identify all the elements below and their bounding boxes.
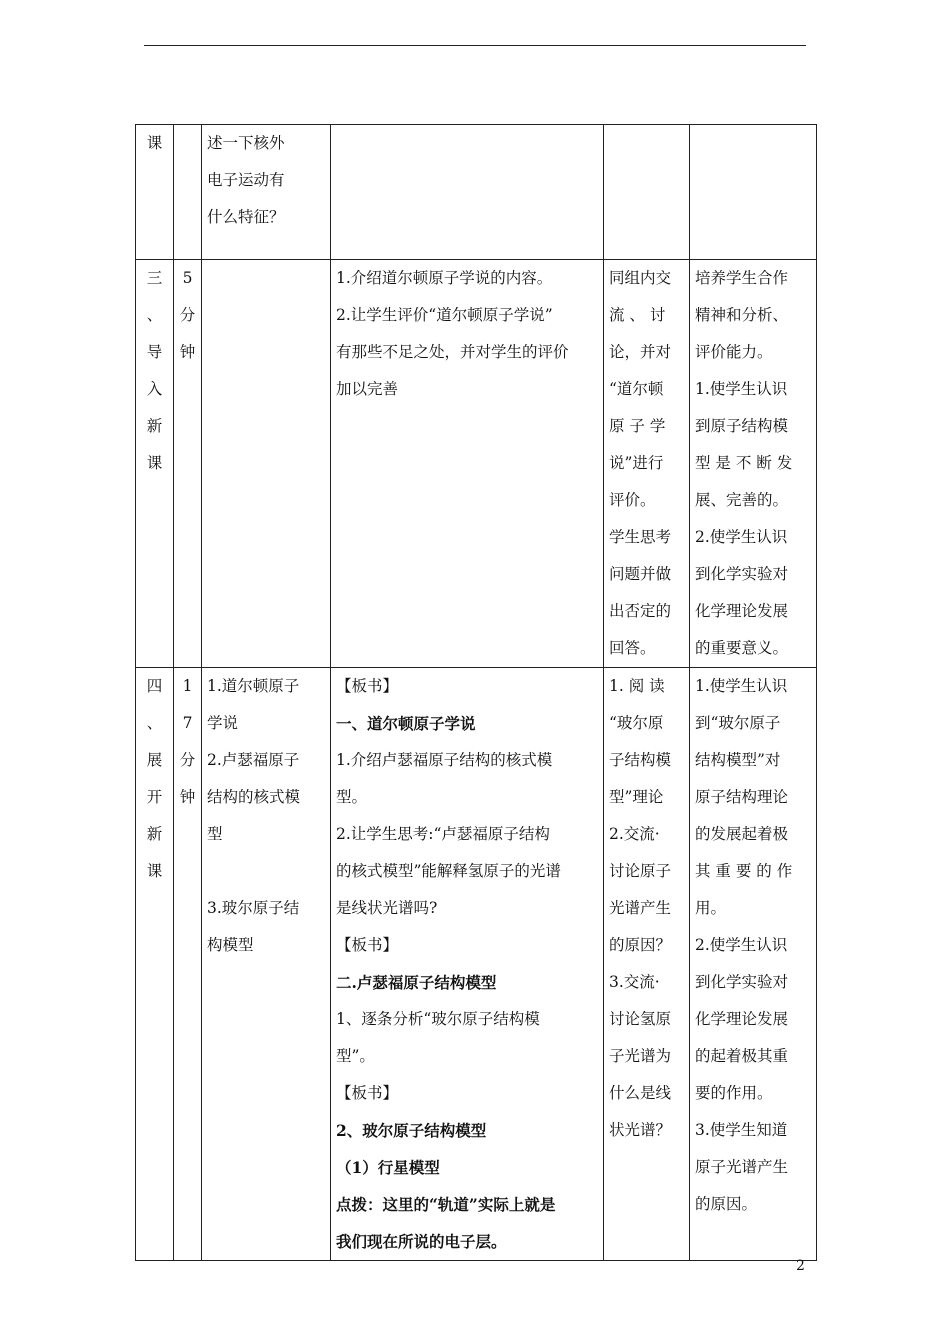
cell-line: 型”。 (336, 1047, 375, 1065)
cell-line: 课 (146, 862, 163, 880)
cell-line: 2.使学生认识 (695, 528, 788, 546)
cell-line: 【板书】 (336, 936, 399, 954)
cell-line: 的核式模型”能解释氢原子的光谱 (336, 862, 561, 880)
cell-line: 、 (146, 714, 163, 732)
cell-line: 评价。 (609, 491, 656, 509)
cell-line: 导 (146, 343, 163, 361)
cell-line: 讨论氢原 (609, 1010, 672, 1028)
table-body (136, 125, 817, 1261)
content-cell (202, 668, 331, 1261)
cell-line: 构模型 (207, 936, 254, 954)
cell-line: 2.交流· (609, 825, 660, 843)
cell-line: 讨论原子 (609, 862, 672, 880)
time-cell (174, 668, 202, 1261)
time-cell (174, 125, 202, 260)
cell-line: 1.介绍道尔顿原子学说的内容。 (336, 269, 553, 287)
teacher-activity-cell (331, 260, 604, 668)
cell-line: 到原子结构模 (695, 417, 789, 435)
cell-line: 的重要意义。 (695, 639, 789, 657)
cell-line: 3.交流· (609, 973, 660, 991)
cell-line: 有那些不足之处，并对学生的评价 (336, 343, 569, 361)
cell-line: 问题并做 (609, 565, 672, 583)
cell-line: 其 重 要 的 作 (695, 862, 793, 880)
cell-line: 分 (179, 751, 196, 769)
student-activity-cell (604, 668, 690, 1261)
cell-line: 结构的核式模 (207, 788, 301, 806)
cell-line: 二.卢瑟福原子结构模型 (336, 973, 497, 992)
cell-line: 5 (182, 269, 193, 287)
cell-line: 型”理论 (609, 788, 664, 806)
cell-line: 同组内交 (609, 269, 672, 287)
cell-line: 是线状光谱吗? (336, 899, 438, 917)
cell-line: 加以完善 (336, 380, 399, 398)
cell-line: 说”进行 (609, 454, 664, 472)
stage-cell (136, 668, 174, 1261)
cell-line: 一、道尔顿原子学说 (336, 714, 476, 733)
cell-line: 原子光谱产生 (695, 1158, 789, 1176)
cell-line: 的原因？ (609, 936, 672, 954)
cell-line: 3.玻尔原子结 (207, 899, 300, 917)
cell-line: 四 (146, 677, 163, 695)
cell-line: 课 (146, 454, 163, 472)
teacher-activity-cell (331, 125, 604, 260)
cell-line: 精神和分析、 (695, 306, 789, 324)
cell-line: 分 (179, 306, 196, 324)
cell-line: 新 (146, 825, 163, 843)
cell-line: 1.介绍卢瑟福原子结构的核式模 (336, 751, 553, 769)
cell-line: 流 、 讨 (609, 306, 666, 324)
cell-line: 入 (146, 380, 163, 398)
design-intent-cell (690, 668, 817, 1261)
cell-line: 学说 (207, 714, 239, 732)
cell-line: 1.使学生认识 (695, 677, 788, 695)
design-intent-cell (690, 260, 817, 668)
cell-line: 、 (146, 306, 163, 324)
cell-line: 的发展起着极 (695, 825, 789, 843)
cell-line: 型 是 不 断 发 (695, 454, 793, 472)
cell-line: 1. 阅 读 (609, 677, 665, 695)
cell-line: 3.使学生知道 (695, 1121, 788, 1139)
cell-line: 钟 (179, 788, 196, 806)
table-row (136, 668, 817, 1261)
cell-line: 2.使学生认识 (695, 936, 788, 954)
cell-line: 的起着极其重 (695, 1047, 789, 1065)
cell-line: 什么是线 (609, 1084, 672, 1102)
cell-line: 1.道尔顿原子 (207, 677, 300, 695)
cell-line: 评价能力。 (695, 343, 773, 361)
cell-line: 钟 (179, 343, 196, 361)
cell-line: 要的作用。 (695, 1084, 773, 1102)
stage-cell (136, 125, 174, 260)
cell-line (207, 853, 325, 890)
cell-line: 点拨：这里的“轨道”实际上就是 (336, 1195, 556, 1214)
cell-line: 7 (182, 714, 193, 732)
cell-line: 原子结构理论 (695, 788, 789, 806)
cell-line: 三 (146, 269, 163, 287)
cell-line: 1.使学生认识 (695, 380, 788, 398)
design-intent-cell (690, 125, 817, 260)
cell-line: 展、完善的。 (695, 491, 789, 509)
lesson-plan-table (135, 124, 817, 1261)
cell-line: 回答。 (609, 639, 656, 657)
page-number: 2 (796, 1258, 805, 1274)
cell-line: 状光谱？ (609, 1121, 672, 1139)
student-activity-cell (604, 260, 690, 668)
cell-line: 2.让学生思考:“卢瑟福原子结构 (336, 825, 550, 843)
cell-line: 光谱产生 (609, 899, 672, 917)
cell-line: 子光谱为 (609, 1047, 672, 1065)
cell-line: 1、逐条分析“玻尔原子结构模 (336, 1010, 540, 1028)
cell-line: 子结构模 (609, 751, 672, 769)
cell-line: 学生思考 (609, 528, 672, 546)
cell-line: 【板书】 (336, 1084, 399, 1102)
cell-line: 课 (146, 134, 163, 152)
cell-line: 原 子 学 (609, 417, 666, 435)
cell-line: 的原因。 (695, 1195, 758, 1213)
cell-line: 到化学实验对 (695, 565, 789, 583)
table-row (136, 260, 817, 668)
table-row (136, 125, 817, 260)
time-cell (174, 260, 202, 668)
cell-line: 2.卢瑟福原子 (207, 751, 300, 769)
cell-line: 化学理论发展 (695, 602, 789, 620)
cell-line: 展 (146, 751, 163, 769)
cell-line: （1）行星模型 (336, 1158, 440, 1177)
cell-line: 用。 (695, 899, 727, 917)
cell-line: 结构模型”对 (695, 751, 781, 769)
cell-line: 1 (182, 677, 193, 695)
cell-line: 培养学生合作 (695, 269, 789, 287)
cell-line: 化学理论发展 (695, 1010, 789, 1028)
cell-line: 型 (207, 825, 223, 843)
cell-line: 出否定的 (609, 602, 672, 620)
cell-line: 【板书】 (336, 677, 399, 695)
content-cell (202, 125, 331, 260)
cell-line: 新 (146, 417, 163, 435)
cell-line: 到化学实验对 (695, 973, 789, 991)
stage-cell (136, 260, 174, 668)
cell-line: 电子运动有 (207, 171, 285, 189)
cell-line: 型。 (336, 788, 368, 806)
header-rule (144, 45, 806, 46)
cell-line: 论，并对 (609, 343, 672, 361)
cell-line: 2.让学生评价“道尔顿原子学说” (336, 306, 553, 324)
cell-line: “道尔顿 (609, 380, 664, 398)
cell-line: 我们现在所说的电子层。 (336, 1232, 507, 1251)
cell-line: 到“玻尔原子 (695, 714, 781, 732)
cell-line: “玻尔原 (609, 714, 664, 732)
teacher-activity-cell (331, 668, 604, 1261)
cell-line: 述一下核外 (207, 134, 285, 152)
student-activity-cell (604, 125, 690, 260)
cell-line: 开 (146, 788, 163, 806)
content-cell (202, 260, 331, 668)
cell-line: 2、玻尔原子结构模型 (336, 1121, 487, 1140)
cell-line: 什么特征？ (207, 208, 285, 226)
